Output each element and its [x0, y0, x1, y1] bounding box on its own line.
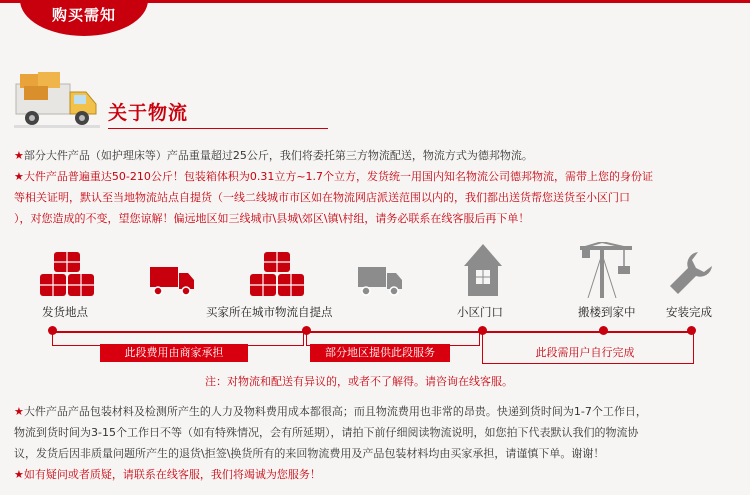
step-label-pickup: 买家所在城市物流自提点 [206, 305, 333, 319]
partial-service-badge: 部分地区提供此段服务 [310, 344, 450, 362]
star-icon: ★ [14, 149, 24, 162]
step-label-install: 安装完成 [666, 305, 712, 319]
delivery-truck-icon [14, 72, 100, 130]
step-label-gate: 小区门口 [457, 305, 503, 319]
star-icon: ★ [14, 468, 24, 481]
customer-cost-label: 此段需用户自行完成 [535, 346, 635, 359]
merchant-cost-badge: 此段费用由商家承担 [100, 344, 248, 362]
section-title: 关于物流 [108, 102, 189, 124]
step-label-home: 搬楼到家中 [578, 305, 636, 319]
star-icon: ★ [14, 405, 24, 418]
intro-line-3: 等相关证明，默认至当地物流站点自提货（一线二线城市市区如在物流网店派送范围以内的，我们都出送货帮您送货至小区门口 [14, 191, 630, 204]
footer-line-2: 物流到货时间为3-15个工作日不等（如有特殊情况，会有所延期），请拍下前仔细阅读物流说明，如您拍下代表默认我们的物流协 [14, 426, 639, 439]
footer-line-1: ★大件产品产品包装材料及检测所产生的人力及物料费用成本都很高；而且物流费用也非常的昂贵。快递到货时间为1-7个工作日， [14, 405, 647, 418]
notice-tab: 购买需知 [20, 0, 148, 36]
intro-line-4: ），对您造成的不变，望您谅解！偏远地区如三线城市\县城\郊区\镇\村组，请务必联系在线客服后再下单！ [14, 212, 530, 225]
intro-line-2: ★大件产品普遍重达50-210公斤！包装箱体积为0.31立方~1.7个立方，发货统一用国内知名物流公司德邦物流，需带上您的身份证 [14, 170, 654, 183]
title-underline [108, 128, 328, 129]
intro-line-1: ★部分大件产品（如护理床等）产品重量超过25公斤，我们将委托第三方物流配送，物流方式为德邦物流。 [14, 149, 533, 162]
step-label-origin: 发货地点 [42, 305, 88, 319]
boxes-icon [40, 252, 94, 298]
wrench-icon [668, 250, 714, 296]
crane-icon [578, 242, 632, 298]
grey-truck-icon [358, 267, 402, 297]
house-icon [462, 242, 504, 298]
footer-line-3: 议，发货后因非质量问题所产生的退货\拒签\换货所有的来回物流费用及产品包装材料均由买家承担，请谨慎下单。谢谢！ [14, 447, 605, 460]
boxes-icon [250, 252, 304, 298]
red-truck-icon [150, 267, 194, 297]
star-icon: ★ [14, 170, 24, 183]
logistics-note: 注：对物流和配送有异议的，或者不了解得。请咨询在线客服。 [205, 375, 513, 388]
footer-line-4: ★如有疑问或者质疑，请联系在线客服，我们将竭诚为您服务！ [14, 468, 321, 481]
